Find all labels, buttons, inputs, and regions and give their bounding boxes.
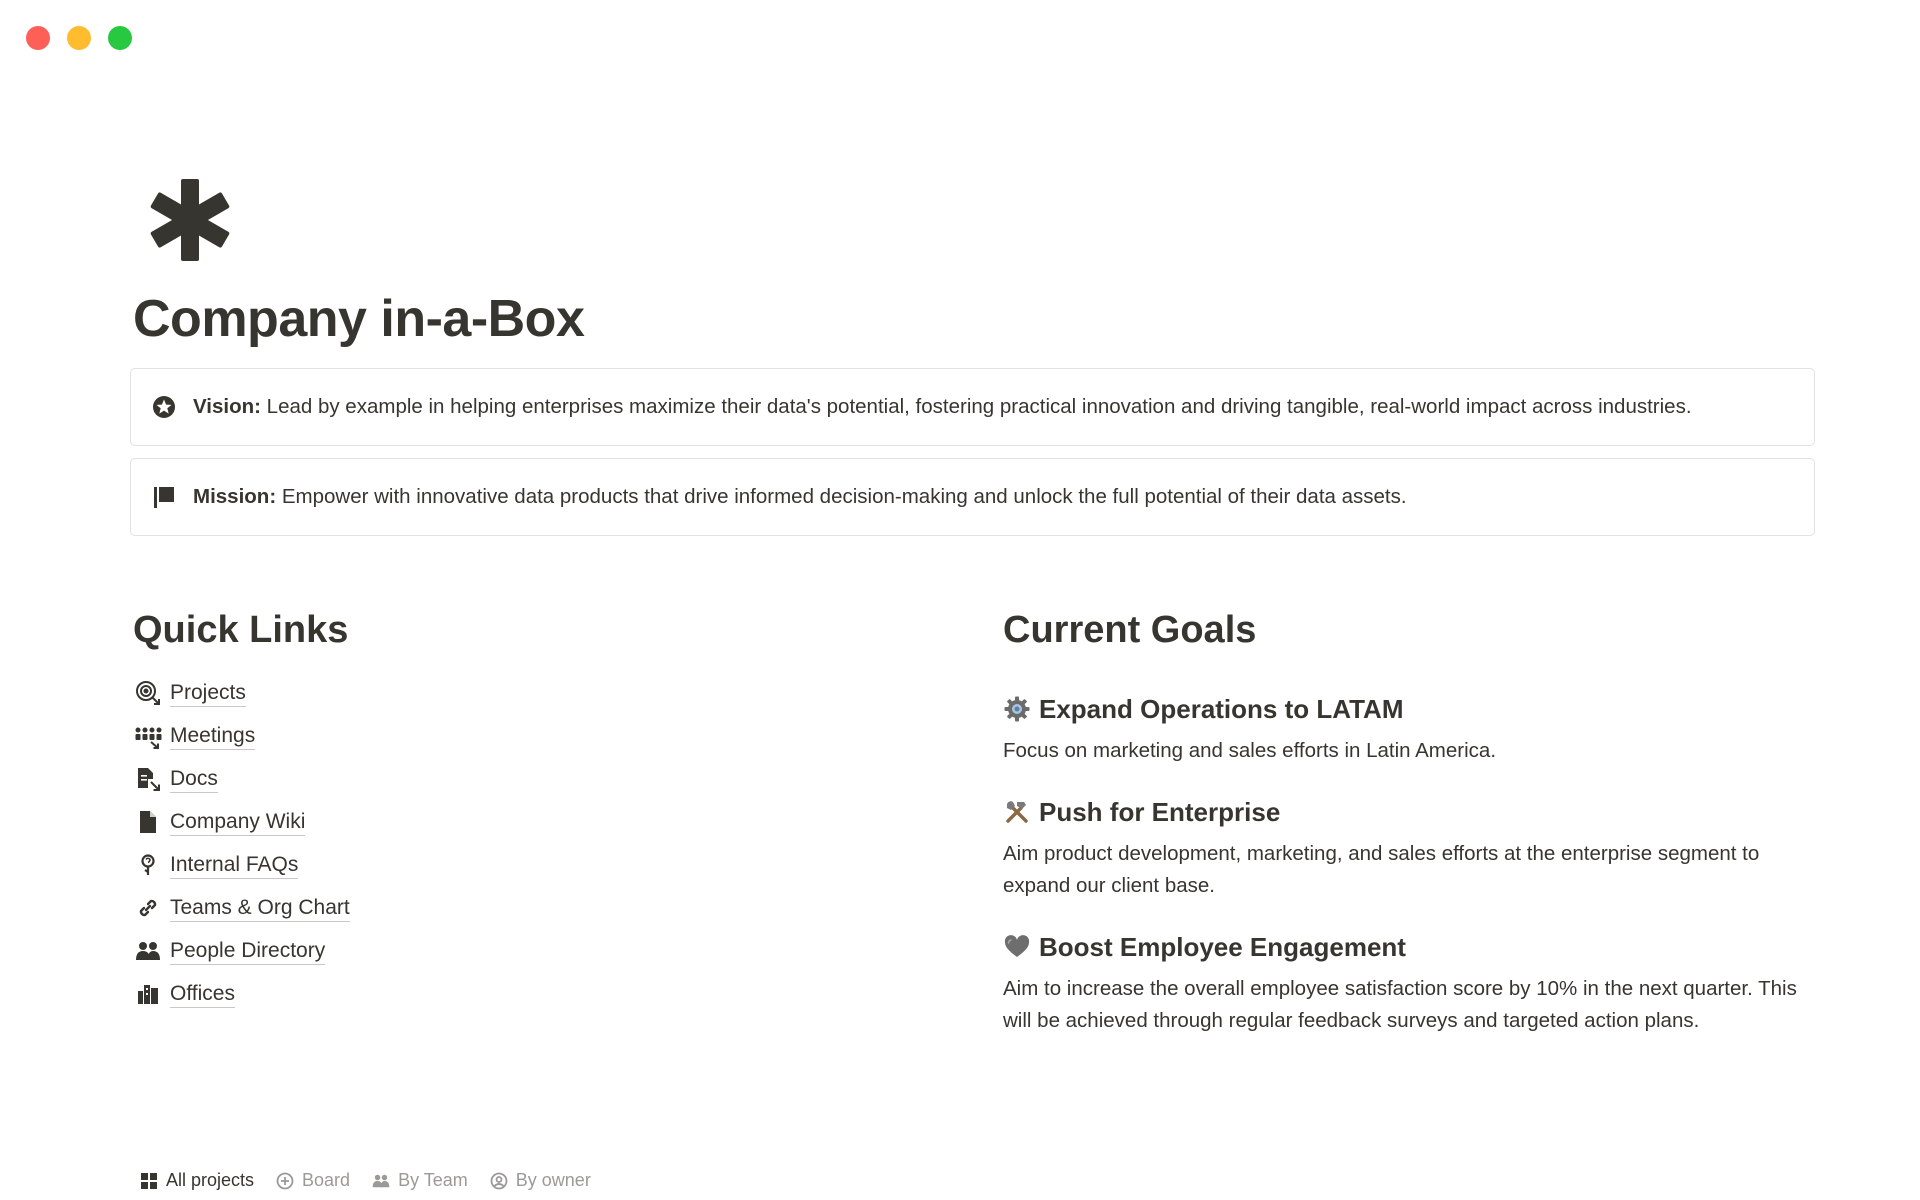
link-meetings[interactable]	[130, 715, 1000, 758]
link-internal-faqs[interactable]	[130, 844, 1000, 887]
two-column-layout	[130, 608, 1815, 1055]
tab-by-team[interactable]	[372, 1170, 468, 1191]
link-offices[interactable]	[130, 973, 1000, 1016]
document-arrow-icon	[134, 765, 162, 793]
vision-callout[interactable]	[130, 368, 1815, 446]
goal-title-text: Boost Employee Engagement	[1039, 931, 1406, 962]
link-label: Offices	[170, 981, 235, 1008]
minimize-window-button[interactable]	[67, 26, 91, 50]
goal-title	[1003, 797, 1815, 828]
goal-description: Focus on marketing and sales efforts in Latin America.	[1003, 738, 1497, 762]
link-teams-org-chart[interactable]	[130, 887, 1000, 930]
goal-item[interactable]	[1000, 932, 1815, 1037]
gear-icon	[1003, 695, 1031, 723]
board-icon	[276, 1172, 294, 1190]
link-label: Docs	[170, 766, 218, 793]
link-label: Projects	[170, 680, 246, 707]
people-icon	[134, 937, 162, 965]
tab-board[interactable]	[276, 1170, 350, 1191]
person-circle-icon	[490, 1172, 508, 1190]
tab-label: Board	[302, 1170, 351, 1190]
goal-item[interactable]	[1000, 694, 1815, 767]
page-title[interactable]: Company in-a-Box	[133, 290, 585, 348]
help-person-icon	[134, 851, 162, 879]
star-circle-icon	[151, 391, 177, 423]
people-group-icon	[134, 722, 162, 750]
people-icon	[372, 1172, 390, 1190]
link-company-wiki[interactable]	[130, 801, 1000, 844]
goal-description: Aim to increase the overall employee satisfaction score by 10% in the next quarter. This will be achieved through regular feedback surveys and targeted action plans.	[1003, 976, 1797, 1032]
goal-title-text: Push for Enterprise	[1039, 796, 1281, 827]
quick-links-heading: Quick Links	[133, 609, 349, 652]
page-content	[130, 170, 1815, 1055]
tools-icon	[1003, 798, 1031, 826]
flag-icon	[151, 481, 177, 513]
maximize-window-button[interactable]	[108, 26, 132, 50]
window-controls	[26, 26, 132, 50]
mission-label: Mission:	[193, 485, 277, 509]
vision-label: Vision:	[193, 395, 261, 419]
heart-icon	[1003, 933, 1031, 961]
close-window-button[interactable]	[26, 26, 50, 50]
tab-all-projects[interactable]	[140, 1170, 254, 1191]
vision-text	[193, 391, 1692, 423]
asterisk-icon[interactable]	[140, 170, 240, 270]
tab-by-owner[interactable]	[490, 1170, 591, 1191]
database-view-tabs	[140, 1170, 591, 1191]
page-icon	[134, 808, 162, 836]
link-icon	[134, 894, 162, 922]
link-projects[interactable]	[130, 672, 1000, 715]
mission-callout[interactable]	[130, 458, 1815, 536]
goal-title-text: Expand Operations to LATAM	[1039, 693, 1404, 724]
mission-statement: Empower with innovative data products that drive informed decision-making and unlock the full potential of their data assets.	[276, 485, 1407, 509]
grid-icon	[140, 1172, 158, 1190]
current-goals-heading: Current Goals	[1003, 609, 1257, 652]
tab-label: By owner	[515, 1170, 591, 1190]
goal-item[interactable]	[1000, 797, 1815, 902]
goal-description: Aim product development, marketing, and sales efforts at the enterprise segment to expand our client base.	[1003, 841, 1760, 897]
link-label: People Directory	[170, 938, 325, 965]
link-label: Company Wiki	[170, 809, 305, 836]
link-label: Teams & Org Chart	[170, 895, 350, 922]
target-arrow-icon	[134, 679, 162, 707]
quick-links-section	[130, 608, 1000, 1055]
tab-label: By Team	[398, 1170, 468, 1190]
link-people-directory[interactable]	[130, 930, 1000, 973]
link-label: Meetings	[170, 723, 255, 750]
mission-text	[193, 481, 1407, 513]
vision-statement: Lead by example in helping enterprises maximize their data's potential, fostering practical innovation and driving tangible, real-world impact across industries.	[260, 395, 1692, 419]
goal-title	[1003, 932, 1815, 963]
current-goals-section	[1000, 608, 1815, 1055]
link-docs[interactable]	[130, 758, 1000, 801]
tab-label: All projects	[166, 1170, 255, 1190]
building-icon	[134, 980, 162, 1008]
goal-title	[1003, 694, 1815, 725]
link-label: Internal FAQs	[170, 852, 298, 879]
